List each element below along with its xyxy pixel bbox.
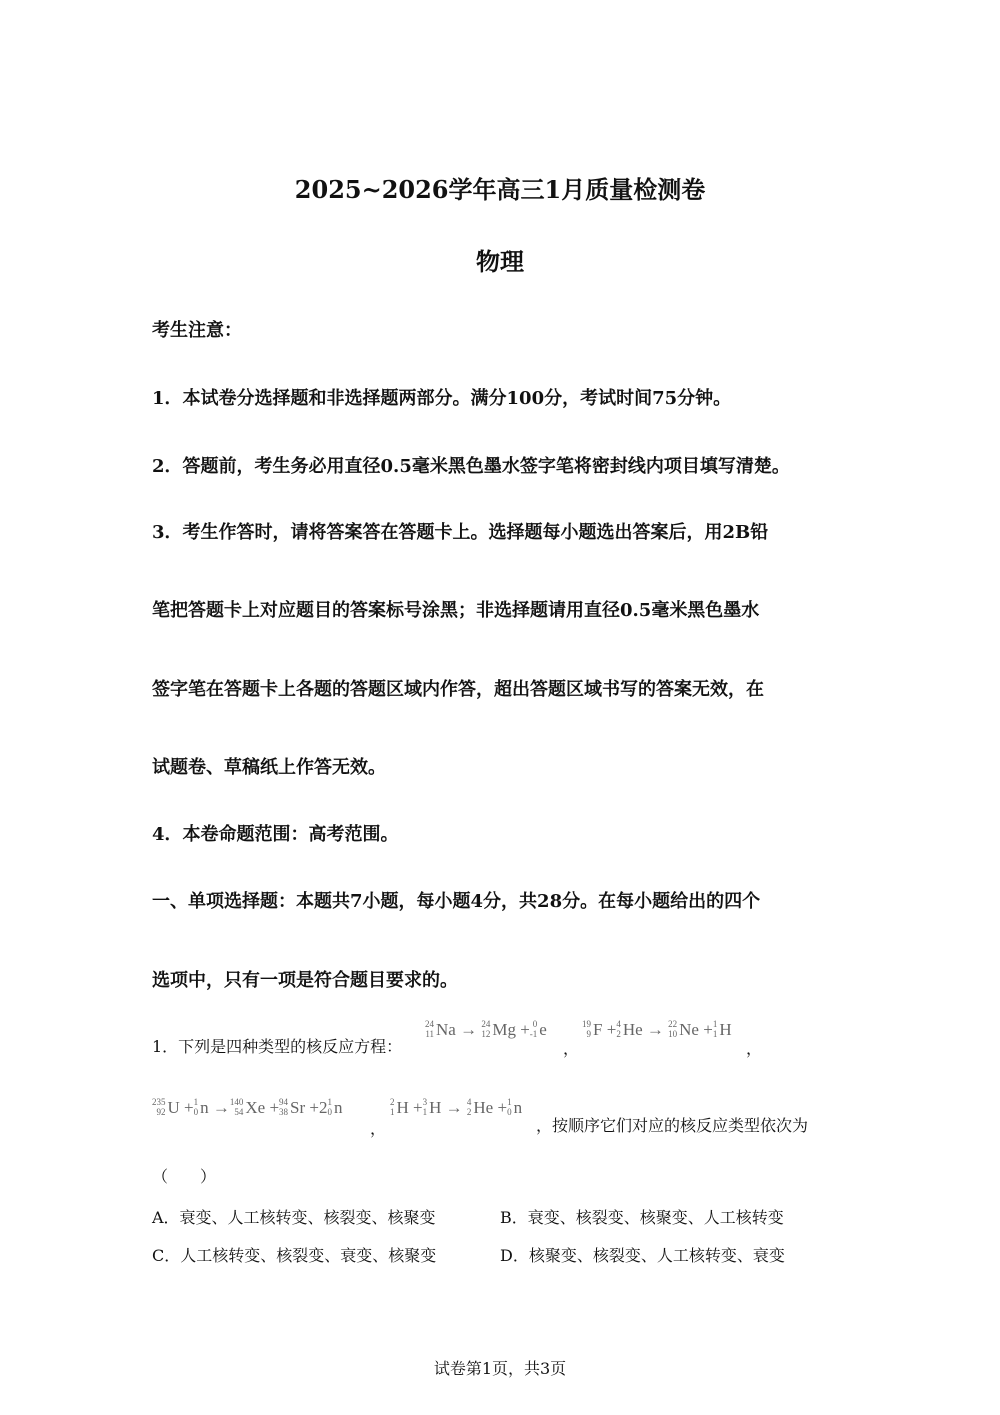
notice-heading: 考生注意： bbox=[152, 320, 242, 341]
comma-3: ， bbox=[370, 1119, 387, 1138]
option-a: A．衰变、人工核转变、核裂变、核聚变 bbox=[152, 1208, 436, 1227]
option-c: C．人工核转变、核裂变、衰变、核聚变 bbox=[152, 1246, 437, 1265]
notice-item-4: 4．本卷命题范围：高考范围。 bbox=[152, 824, 399, 845]
comma-1: ， bbox=[563, 1039, 580, 1058]
exam-title: 2025~2026学年高三1月质量检测卷 bbox=[294, 175, 706, 204]
option-d: D．核聚变、核裂变、人工核转变、衰变 bbox=[500, 1246, 785, 1265]
notice-item-3-line-4: 试题卷、草稿纸上作答无效。 bbox=[152, 757, 386, 778]
section-heading-line-2: 选项中，只有一项是符合题目要求的。 bbox=[152, 970, 458, 991]
answer-bracket: （ ） bbox=[152, 1167, 217, 1186]
question-1-stem-end: ，按顺序它们对应的核反应类型依次为 bbox=[536, 1116, 809, 1135]
option-b: B．衰变、核裂变、核聚变、人工核转变 bbox=[500, 1208, 784, 1227]
notice-item-3-line-2: 笔把答题卡上对应题目的答案标号涂黑；非选择题请用直径0.5毫米黑色墨水 bbox=[152, 600, 760, 621]
notice-item-2: 2．答题前，考生务必用直径0.5毫米黑色墨水签字笔将密封线内项目填写清楚。 bbox=[152, 456, 790, 477]
notice-item-1: 1．本试卷分选择题和非选择题两部分。满分100分，考试时间75分钟。 bbox=[152, 388, 732, 409]
notice-item-3-line-1: 3．考生作答时，请将答案答在答题卡上。选择题每小题选出答案后，用2B铅 bbox=[152, 522, 769, 543]
nuclear-equation-4: 2 1 H + 3 1 H → 4 2 He + 1 0 n bbox=[390, 1097, 523, 1118]
nuclear-equation-2: 19 9 F + 4 2 He → 22 10 Ne + 1 1 H bbox=[582, 1019, 732, 1040]
nuclear-equation-3: 235 92 U + 1 0 n → 140 54 Xe + 94 38 Sr +2 1 0 n bbox=[152, 1097, 343, 1118]
subject-title: 物理 bbox=[476, 247, 524, 276]
section-heading-line-1: 一、单项选择题：本题共7小题，每小题4分，共28分。在每小题给出的四个 bbox=[152, 891, 761, 912]
notice-item-3-line-3: 签字笔在答题卡上各题的答题区域内作答，超出答题区域书写的答案无效，在 bbox=[152, 679, 764, 700]
comma-2: ， bbox=[746, 1039, 763, 1058]
nuclear-equation-1: 24 11 Na → 24 12 Mg + 0 -1 e bbox=[425, 1019, 547, 1040]
page-footer: 试卷第1页，共3页 bbox=[433, 1359, 567, 1378]
question-1-stem-start: 1．下列是四种类型的核反应方程： bbox=[152, 1037, 403, 1056]
